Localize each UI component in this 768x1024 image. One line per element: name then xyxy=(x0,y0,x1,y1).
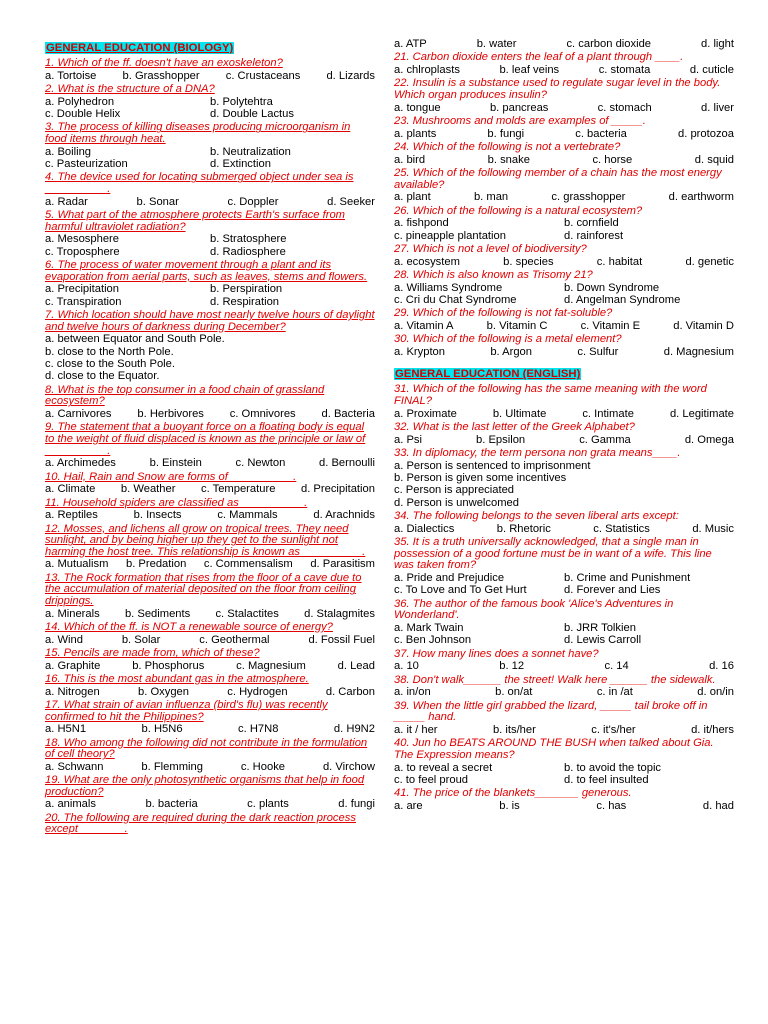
answer-option: d. Precipitation xyxy=(300,483,375,496)
question-text: 13. The Rock formation that rises from the floor of a cave due to the accumulation of material deposited on the floor from ceiling drippings. xyxy=(45,571,362,607)
section-title-biology: GENERAL EDUCATION (BIOLOGY) xyxy=(46,42,234,54)
answer-option: a. Person is sentenced to imprisonment xyxy=(394,459,591,472)
question-text: 1. Which of the ff. doesn't have an exoskeleton? xyxy=(45,57,283,69)
answer-option: a. 10 xyxy=(394,660,419,673)
question-text: 19. What are the only photosynthetic organisms that help in food production? xyxy=(45,774,365,798)
answer-option: c. close to the South Pole. xyxy=(45,358,175,370)
answer-options xyxy=(45,483,375,495)
answer-options xyxy=(45,608,375,620)
answer-option: c. in /at xyxy=(596,686,633,699)
answer-option: d. Arachnids xyxy=(313,509,375,522)
question-text: 31. Which of the following has the same meaning with the word FINAL? xyxy=(394,383,707,407)
answer-option: a. are xyxy=(394,800,423,812)
answer-option: d. H9N2 xyxy=(333,723,375,736)
answer-option: a. Graphite xyxy=(45,659,101,672)
answer-options xyxy=(394,191,734,203)
answer-options xyxy=(45,283,375,308)
answer-options xyxy=(394,800,734,812)
answer-option: a. Minerals xyxy=(45,607,100,620)
question xyxy=(45,775,375,811)
question-text: 24. Which of the following is not a vertebrate? xyxy=(394,141,621,153)
answer-option: a. Krypton xyxy=(394,346,445,358)
question-text: 11. Household spiders are classified as __________. xyxy=(45,496,308,509)
question-20-options xyxy=(394,38,734,50)
question xyxy=(45,700,375,736)
answer-option: c. H7N8 xyxy=(238,723,279,736)
question xyxy=(45,385,375,421)
answer-option: b. Predation xyxy=(125,558,187,571)
answer-option: d. Lewis Carroll xyxy=(564,634,642,647)
question-text: 27. Which is not a level of biodiversity? xyxy=(394,243,587,255)
question xyxy=(394,701,734,737)
answer-option: c. bacteria xyxy=(575,127,627,140)
answer-options xyxy=(394,762,734,787)
answer-options xyxy=(394,64,734,76)
answer-option: d. Angelman Syndrome xyxy=(564,294,681,306)
answer-option: d. Legitimate xyxy=(669,407,734,420)
answer-option: b. Stratosphere xyxy=(210,233,287,246)
question xyxy=(45,84,375,120)
question xyxy=(394,116,734,140)
question xyxy=(394,511,734,535)
question-text: 26. Which of the following is a natural ecosystem? xyxy=(394,204,643,217)
question xyxy=(394,422,734,446)
answer-option: d. protozoa xyxy=(678,127,734,140)
answer-option: d. on/in xyxy=(697,686,734,699)
answer-option: d. Respiration xyxy=(210,295,280,308)
answer-option: b. Epsilon xyxy=(476,433,526,446)
answer-option: a. Schwann xyxy=(45,760,104,773)
answer-option: a. Tortoise xyxy=(45,69,97,82)
question xyxy=(394,537,734,597)
answer-option: d. 16 xyxy=(709,660,734,673)
answer-option: b. Sonar xyxy=(136,195,179,208)
question-text: 10. Hail, Rain and Snow are forms of __________. xyxy=(45,470,297,483)
answer-option: d. fungi xyxy=(338,798,375,811)
question xyxy=(45,172,375,208)
answer-option: c. Troposphere xyxy=(45,245,120,258)
answer-option: d. Double Lactus xyxy=(210,108,294,120)
answer-options xyxy=(45,761,375,773)
answer-options xyxy=(394,572,734,597)
question xyxy=(45,738,375,774)
answer-option: b. fungi xyxy=(487,127,525,140)
answer-option: d. Omega xyxy=(684,433,734,446)
answer-option: c. pineapple plantation xyxy=(394,229,506,242)
question-text: 41. The price of the blankets_______ generous. xyxy=(394,787,632,800)
answer-option: b. Vitamin C xyxy=(486,320,548,332)
answer-option: c. Pasteurization xyxy=(45,158,128,170)
answer-option: a. Wind xyxy=(45,633,83,646)
answer-option: d. Bernoulli xyxy=(319,457,375,470)
question-text: 2. What is the structure of a DNA? xyxy=(45,83,215,95)
question xyxy=(45,648,375,672)
answer-options xyxy=(394,154,734,166)
question-text: 6. The process of water movement through a plant and its evaporation from aerial parts, such as leaves, stems and flowers. xyxy=(45,259,368,283)
answer-option: d. Fossil Fuel xyxy=(308,633,375,646)
answer-option: b. Oxygen xyxy=(138,685,189,698)
answer-option: c. Hooke xyxy=(240,760,286,773)
answer-option: d. earthworm xyxy=(668,191,734,204)
answer-option: a. H5N1 xyxy=(45,723,87,736)
answer-option: c. Temperature xyxy=(201,483,276,496)
answer-option: a. Mark Twain xyxy=(394,622,464,634)
answer-option: b. is xyxy=(499,800,520,812)
answer-option: b. H5N6 xyxy=(141,723,183,736)
question-text: 9. The statement that a buoyant force on a floating body is equal to the weight of fluid displaced is known as the principle or law of __________. xyxy=(45,421,366,457)
answer-option: a. plant xyxy=(394,191,431,204)
answer-option: c. habitat xyxy=(596,255,643,268)
answer-option: a. Mutualism xyxy=(45,558,109,571)
answer-option: a. Nitrogen xyxy=(45,685,100,698)
question-text: 8. What is the top consumer in a food chain of grassland ecosystem? xyxy=(45,383,325,408)
answer-option: b. bacteria xyxy=(145,798,198,811)
question-text: 20. The following are required during the dark reaction process except _______. xyxy=(45,811,356,836)
answer-options xyxy=(394,622,734,647)
answer-options xyxy=(45,457,375,469)
question xyxy=(394,78,734,114)
answer-option: a. ATP xyxy=(394,38,427,50)
answer-option: b. Weather xyxy=(120,483,176,496)
question xyxy=(45,498,375,522)
answer-option: c. Statistics xyxy=(593,522,650,535)
answer-option: c. Newton xyxy=(235,457,286,470)
answer-options xyxy=(45,509,375,521)
question-text: 38. Don't walk______ the street! Walk here ______ the sidewalk. xyxy=(394,673,716,686)
answer-options xyxy=(45,634,375,646)
answer-option: d. it/hers xyxy=(691,724,734,736)
answer-option: a. Dialectics xyxy=(394,522,455,535)
question-text: 28. Which is also known as Trisomy 21? xyxy=(394,269,593,281)
answer-option: a. it / her xyxy=(394,724,438,736)
question-text: 29. Which of the following is not fat-soluble? xyxy=(394,307,613,320)
answer-option: c. To Love and To Get Hurt xyxy=(394,584,527,597)
answer-option: a. Polyhedron xyxy=(45,95,115,108)
answer-option: b. snake xyxy=(487,153,530,166)
question xyxy=(394,142,734,166)
answer-option: d. Stalagmites xyxy=(304,607,375,620)
answer-option: d. Person is unwelcomed xyxy=(394,496,519,509)
answer-option: a. Archimedes xyxy=(45,457,116,470)
answer-options xyxy=(45,686,375,698)
question-text: 35. It is a truth universally acknowledged, that a single man in possession of a good fortune must be in want of a wife. This line was taken from? xyxy=(394,536,712,572)
question-text: 23. Mushrooms and molds are examples of _____. xyxy=(394,115,646,127)
answer-option: a. ecosystem xyxy=(394,255,460,268)
answer-option: d. to feel insulted xyxy=(564,774,649,786)
question xyxy=(45,524,375,571)
answer-option: a. Precipitation xyxy=(45,283,120,296)
answer-option: c. grasshopper xyxy=(551,191,626,204)
answer-options xyxy=(394,686,734,698)
question xyxy=(394,675,734,699)
answer-option: c. stomata xyxy=(598,64,651,76)
answer-option: a. Proximate xyxy=(394,407,457,420)
answer-option: d. Virchow xyxy=(322,760,375,773)
answer-option: a. Williams Syndrome xyxy=(394,281,503,294)
answer-option: d. genetic xyxy=(685,255,734,268)
answer-options xyxy=(394,217,734,242)
question xyxy=(45,210,375,258)
answer-option: a. Climate xyxy=(45,483,96,496)
question xyxy=(45,674,375,698)
answer-option: c. Crustaceans xyxy=(225,69,301,82)
answer-option: a. Vitamin A xyxy=(394,320,454,332)
answer-option: b. Person is given some incentives xyxy=(394,472,567,484)
answer-option: b. Perspiration xyxy=(210,283,283,296)
answer-option: c. Transpiration xyxy=(45,295,122,308)
answer-option: b. close to the North Pole. xyxy=(45,345,174,358)
answer-option: d. Vitamin D xyxy=(673,320,734,332)
question xyxy=(394,448,734,509)
answer-options xyxy=(394,660,734,672)
question xyxy=(394,52,734,76)
question xyxy=(394,334,734,358)
answer-option: d. Bacteria xyxy=(321,408,375,420)
answer-option: b. Grasshopper xyxy=(122,69,200,82)
answer-option: a. tongue xyxy=(394,101,441,114)
answer-option: a. Psi xyxy=(394,433,422,446)
question-text: 37. How many lines does a sonnet have? xyxy=(394,647,599,660)
answer-option: a. chlroplasts xyxy=(394,64,460,76)
answer-option: d. rainforest xyxy=(564,229,624,242)
question-text: 5. What part of the atmosphere protects Earth's surface from harmful ultraviolet radiation? xyxy=(45,209,345,233)
answer-options xyxy=(394,256,734,268)
answer-options xyxy=(394,128,734,140)
answer-option: d. close to the Equator. xyxy=(45,370,160,383)
question-text: 7. Which location should have most nearly twelve hours of daylight and twelve hours of darkness during December? xyxy=(45,309,375,333)
question-text: 36. The author of the famous book 'Alice's Adventures in Wonderland'. xyxy=(394,597,674,622)
answer-options xyxy=(45,70,375,82)
question-text: 32. What is the last letter of the Greek Alphabet? xyxy=(394,421,635,433)
answer-option: b. on/at xyxy=(495,686,533,699)
answer-option: a. Pride and Prejudice xyxy=(394,572,505,584)
answer-options xyxy=(394,102,734,114)
question xyxy=(394,599,734,647)
answer-options xyxy=(45,96,375,121)
answer-option: b. Flemming xyxy=(141,760,203,773)
question xyxy=(45,472,375,496)
answer-options xyxy=(45,233,375,258)
question xyxy=(45,422,375,469)
answer-option: a. Radar xyxy=(45,195,88,208)
question xyxy=(45,310,375,383)
answer-options xyxy=(45,558,375,570)
right-column xyxy=(394,38,734,812)
question-text: 30. Which of the following is a metal element? xyxy=(394,333,622,346)
answer-option: b. Crime and Punishment xyxy=(564,572,691,584)
answer-option: d. light xyxy=(701,38,734,50)
answer-option: c. Double Helix xyxy=(45,108,121,120)
answer-option: b. Down Syndrome xyxy=(564,281,660,294)
question-text: 14. Which of the ff. is NOT a renewable source of energy? xyxy=(45,620,333,633)
answer-option: d. Lizards xyxy=(326,69,375,82)
section-title-english: GENERAL EDUCATION (ENGLISH) xyxy=(395,368,581,381)
answer-option: b. Sediments xyxy=(124,607,191,620)
answer-option: b. species xyxy=(503,255,554,268)
question xyxy=(394,308,734,332)
answer-option: c. Gamma xyxy=(579,433,631,446)
answer-option: b. Einstein xyxy=(149,457,202,470)
english-question-list xyxy=(394,384,734,812)
answer-options xyxy=(394,320,734,332)
question-text: 17. What strain of avian influenza (bird's flu) was recently confirmed to hit the Philippines? xyxy=(45,698,328,723)
question-text: 25. Which of the following member of a chain has the most energy available? xyxy=(394,167,722,191)
answer-option: c. Geothermal xyxy=(199,633,270,646)
answer-option: a. between Equator and South Pole. xyxy=(45,333,225,346)
question-text: 12. Mosses, and lichens all grow on tropical trees. They need sunlight, and by being higher up they get to the sunlight not harming the host tree. This relationship is known as__________. xyxy=(45,522,366,558)
biology-question-list-continued xyxy=(394,52,734,358)
answer-option: d. Forever and Lies xyxy=(564,584,661,597)
answer-option: b. cornfield xyxy=(564,217,619,230)
question xyxy=(394,168,734,204)
answer-options xyxy=(45,146,375,171)
question-text: 22. Insulin is a substance used to regulate sugar level in the body. Which organ produces insulin? xyxy=(394,77,721,101)
answer-option: d. Carbon xyxy=(325,685,375,698)
question-text: 34. The following belongs to the seven liberal arts except: xyxy=(394,510,679,523)
question-text: 21. Carbon dioxide enters the leaf of a plant through ____. xyxy=(394,51,684,64)
answer-option: b. Herbivores xyxy=(137,408,204,420)
answer-options xyxy=(394,346,734,358)
answer-option: d. Extinction xyxy=(210,158,271,170)
answer-option: c. Omnivores xyxy=(229,408,296,420)
answer-option: b. Ultimate xyxy=(492,407,547,420)
question xyxy=(394,788,734,812)
answer-option: b. Insects xyxy=(133,509,182,522)
answer-option: c. has xyxy=(596,800,627,812)
answer-option: c. Ben Johnson xyxy=(394,634,472,647)
question xyxy=(45,622,375,646)
left-column xyxy=(45,38,375,836)
question-text: 40. Jun ho BEATS AROUND THE BUSH when talked about Gia. The Expression means? xyxy=(394,737,714,761)
answer-options xyxy=(394,460,734,510)
question-text: 15. Pencils are made from, which of these? xyxy=(45,646,260,659)
answer-option: b. Neutralization xyxy=(210,145,291,158)
question-text: 4. The device used for locating submerged object under sea is __________. xyxy=(45,171,354,195)
question-text: 18. Who among the following did not contribute in the formulation of cell theory? xyxy=(45,736,368,761)
answer-option: a. bird xyxy=(394,153,426,166)
answer-option: c. to feel proud xyxy=(394,774,469,786)
answer-option: c. 14 xyxy=(604,660,629,673)
answer-options xyxy=(45,798,375,810)
answer-option: d. Parasitism xyxy=(310,558,375,571)
answer-option: d. cuticle xyxy=(689,64,734,76)
question xyxy=(394,649,734,673)
answer-option: b. water xyxy=(476,38,517,50)
answer-options xyxy=(394,282,734,307)
question xyxy=(45,813,375,836)
answer-option: b. 12 xyxy=(499,660,525,673)
answer-option: a. Mesosphere xyxy=(45,233,120,246)
answer-options xyxy=(45,660,375,672)
answer-options xyxy=(45,196,375,208)
answer-option: a. Boiling xyxy=(45,145,92,158)
answer-option: a. fishpond xyxy=(394,217,449,230)
question xyxy=(394,270,734,306)
answer-option: b. its/her xyxy=(492,724,536,736)
answer-option: a. in/on xyxy=(394,686,431,699)
answer-option: c. Sulfur xyxy=(577,346,619,358)
answer-option: b. man xyxy=(473,191,509,204)
question xyxy=(394,384,734,420)
answer-option: c. Vitamin E xyxy=(580,320,641,332)
answer-options xyxy=(45,723,375,735)
answer-option: d. had xyxy=(702,800,734,812)
question-text: 3. The process of killing diseases producing microorganism in food items through heat. xyxy=(45,121,351,145)
answer-option: c. Hydrogen xyxy=(227,685,288,698)
question xyxy=(394,244,734,268)
answer-option: a. animals xyxy=(45,798,96,811)
answer-option: b. leaf veins xyxy=(499,64,560,76)
answer-option: c. it's/her xyxy=(591,724,636,736)
answer-option: b. to avoid the topic xyxy=(564,761,662,774)
answer-option: c. Intimate xyxy=(582,407,634,420)
answer-option: c. plants xyxy=(247,798,289,811)
answer-option: a. Reptiles xyxy=(45,509,98,522)
question-text: 39. When the little girl grabbed the lizard, _____ tail broke off in _____ hand. xyxy=(394,699,708,724)
answer-options xyxy=(394,434,734,446)
answer-option: b. Argon xyxy=(490,346,533,358)
question xyxy=(45,573,375,620)
question xyxy=(45,260,375,308)
answer-option: d. Music xyxy=(692,522,734,535)
answer-options xyxy=(394,724,734,736)
answer-option: c. Mammals xyxy=(217,509,278,522)
answer-options xyxy=(45,408,375,420)
answer-option: d. liver xyxy=(701,101,734,114)
answer-option: c. horse xyxy=(592,153,633,166)
answer-option: d. Radiosphere xyxy=(210,245,286,258)
answer-option: c. Doppler xyxy=(227,195,279,208)
answer-option: b. Rhetoric xyxy=(496,522,551,535)
answer-option: a. Carnivores xyxy=(45,408,112,420)
answer-option: c. Magnesium xyxy=(236,659,306,672)
answer-option: b. Polytehtra xyxy=(210,95,273,108)
answer-option: c. Cri du Chat Syndrome xyxy=(394,294,517,306)
answer-option: d. Lead xyxy=(337,659,375,672)
answer-option: c. carbon dioxide xyxy=(566,38,652,50)
answer-options xyxy=(394,523,734,535)
question-text: 33. In diplomacy, the term persona non grata means____. xyxy=(394,447,681,459)
answer-option: b. JRR Tolkien xyxy=(564,622,636,634)
answer-option: b. pancreas xyxy=(489,101,549,114)
question xyxy=(45,122,375,170)
answer-option: d. squid xyxy=(694,153,734,166)
answer-options xyxy=(45,333,375,383)
question xyxy=(45,58,375,82)
answer-option: d. Magnesium xyxy=(663,346,734,358)
answer-option: c. Commensalism xyxy=(203,558,293,571)
answer-option: d. Seeker xyxy=(327,195,375,208)
answer-option: a. to reveal a secret xyxy=(394,761,493,774)
answer-option: a. plants xyxy=(394,127,437,140)
answer-option: b. Phosphorus xyxy=(132,659,205,672)
answer-option: c. Person is appreciated xyxy=(394,484,515,497)
question xyxy=(394,206,734,242)
answer-option: c. stomach xyxy=(597,101,652,114)
answer-option: b. Solar xyxy=(121,633,161,646)
answer-options xyxy=(394,408,734,420)
question-text: 16. This is the most abundant gas in the atmosphere. xyxy=(45,672,309,685)
biology-question-list xyxy=(45,58,375,836)
answer-option: c. Stalactites xyxy=(215,607,279,620)
question xyxy=(394,738,734,786)
